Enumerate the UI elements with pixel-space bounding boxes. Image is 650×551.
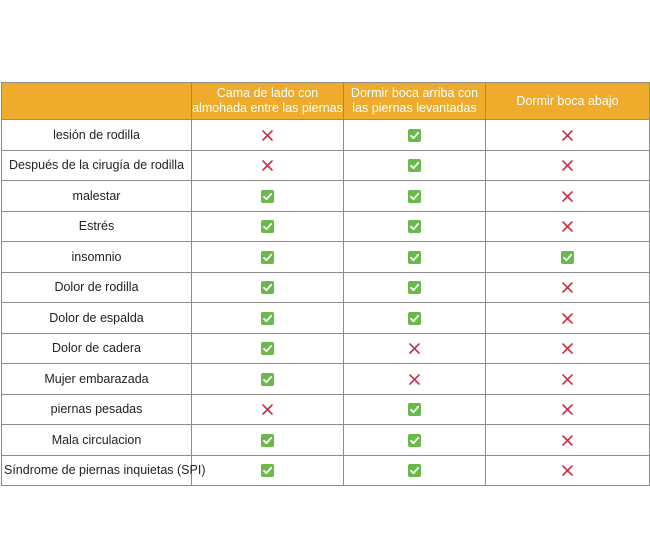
- cross-icon: [561, 342, 574, 355]
- check-icon: [261, 281, 274, 294]
- position-cell: [486, 211, 650, 242]
- position-cell: [192, 181, 344, 212]
- condition-label: malestar: [2, 181, 192, 212]
- position-cell: [486, 150, 650, 181]
- table-row: [2, 211, 650, 242]
- table-row: [2, 242, 650, 273]
- table-row: [2, 303, 650, 334]
- check-icon: [261, 251, 274, 264]
- position-cell: [344, 364, 486, 395]
- position-cell: [192, 272, 344, 303]
- check-icon: [408, 129, 421, 142]
- position-cell: [486, 272, 650, 303]
- cross-icon: [561, 129, 574, 142]
- table-body: [2, 120, 650, 486]
- condition-label: Dolor de espalda: [2, 303, 192, 334]
- cross-icon: [561, 281, 574, 294]
- check-icon: [261, 190, 274, 203]
- check-icon: [408, 464, 421, 477]
- table-row: [2, 120, 650, 151]
- position-cell: [344, 333, 486, 364]
- check-icon: [261, 342, 274, 355]
- check-icon: [408, 403, 421, 416]
- condition-label: insomnio: [2, 242, 192, 273]
- condition-label: Mala circulacion: [2, 425, 192, 456]
- position-cell: [486, 425, 650, 456]
- cross-icon: [561, 403, 574, 416]
- cross-icon: [561, 190, 574, 203]
- position-cell: [486, 181, 650, 212]
- position-cell: [344, 272, 486, 303]
- cross-icon: [561, 434, 574, 447]
- check-icon: [408, 190, 421, 203]
- position-cell: [192, 242, 344, 273]
- check-icon: [261, 220, 274, 233]
- position-cell: [192, 211, 344, 242]
- cross-icon: [261, 129, 274, 142]
- condition-label: Mujer embarazada: [2, 364, 192, 395]
- cross-icon: [561, 159, 574, 172]
- table-header-row: [2, 83, 650, 120]
- position-cell: [192, 333, 344, 364]
- condition-label: piernas pesadas: [2, 394, 192, 425]
- position-cell: [486, 120, 650, 151]
- position-cell: [344, 303, 486, 334]
- cross-icon: [408, 373, 421, 386]
- check-icon: [408, 220, 421, 233]
- position-cell: [192, 425, 344, 456]
- table-row: [2, 333, 650, 364]
- position-cell: [192, 394, 344, 425]
- header-stomach: Dormir boca abajo: [486, 83, 650, 120]
- header-side-with-pillow: Cama de lado con almohada entre las piernas: [192, 83, 344, 120]
- table-row: [2, 272, 650, 303]
- header-condition: [2, 83, 192, 120]
- cross-icon: [561, 312, 574, 325]
- position-cell: [344, 425, 486, 456]
- position-cell: [486, 242, 650, 273]
- position-cell: [344, 211, 486, 242]
- check-icon: [408, 434, 421, 447]
- sleep-position-table-container: [1, 82, 649, 486]
- check-icon: [261, 373, 274, 386]
- position-cell: [344, 242, 486, 273]
- condition-label: Estrés: [2, 211, 192, 242]
- condition-label: Dolor de rodilla: [2, 272, 192, 303]
- header-back-legs-raised: Dormir boca arriba con las piernas levantadas: [344, 83, 486, 120]
- check-icon: [408, 281, 421, 294]
- position-cell: [486, 364, 650, 395]
- position-cell: [192, 120, 344, 151]
- check-icon: [261, 434, 274, 447]
- position-cell: [486, 333, 650, 364]
- position-cell: [192, 150, 344, 181]
- check-icon: [408, 312, 421, 325]
- position-cell: [486, 303, 650, 334]
- position-cell: [344, 150, 486, 181]
- cross-icon: [408, 342, 421, 355]
- table-row: [2, 425, 650, 456]
- position-cell: [192, 303, 344, 334]
- position-cell: [344, 394, 486, 425]
- position-cell: [486, 394, 650, 425]
- cross-icon: [561, 373, 574, 386]
- check-icon: [408, 159, 421, 172]
- condition-label: Después de la cirugía de rodilla: [2, 150, 192, 181]
- check-icon: [261, 464, 274, 477]
- position-cell: [344, 455, 486, 486]
- check-icon: [261, 312, 274, 325]
- position-cell: [344, 120, 486, 151]
- sleep-position-table: [1, 82, 650, 486]
- table-row: [2, 455, 650, 486]
- condition-label: Dolor de cadera: [2, 333, 192, 364]
- cross-icon: [561, 220, 574, 233]
- table-row: [2, 181, 650, 212]
- table-row: [2, 394, 650, 425]
- check-icon: [408, 251, 421, 264]
- check-icon: [561, 251, 574, 264]
- cross-icon: [261, 403, 274, 416]
- position-cell: [486, 455, 650, 486]
- cross-icon: [561, 464, 574, 477]
- cross-icon: [261, 159, 274, 172]
- condition-label: lesión de rodilla: [2, 120, 192, 151]
- table-row: [2, 150, 650, 181]
- table-row: [2, 364, 650, 395]
- position-cell: [344, 181, 486, 212]
- position-cell: [192, 364, 344, 395]
- condition-label: Síndrome de piernas inquietas (SPI): [2, 455, 192, 486]
- position-cell: [192, 455, 344, 486]
